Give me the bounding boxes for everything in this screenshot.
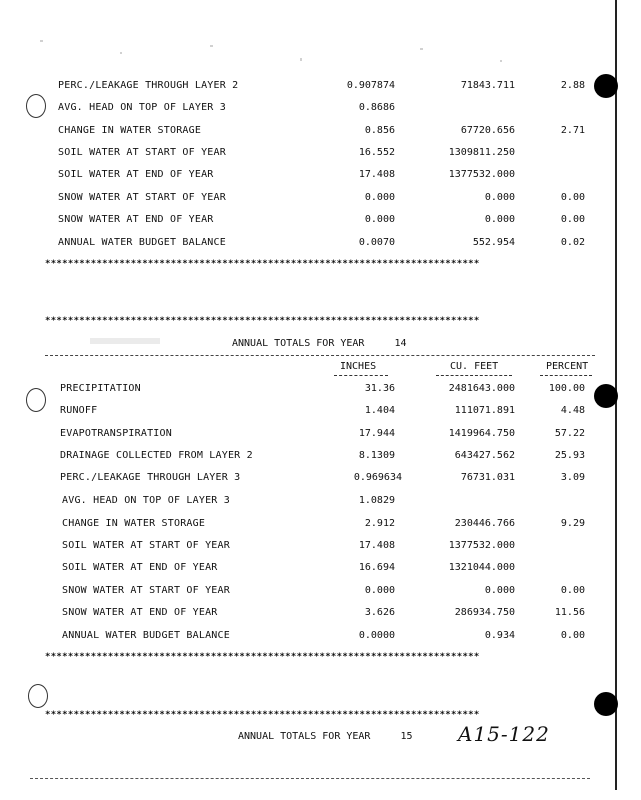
- row-percent: 25.93: [554, 450, 585, 461]
- row-inches: 8.1309: [358, 450, 395, 461]
- row-inches: 1.404: [364, 405, 395, 416]
- table-row: [0, 540, 600, 554]
- row-label: DRAINAGE COLLECTED FROM LAYER 2: [60, 450, 253, 461]
- row-cuft: 1377532.000: [448, 169, 515, 180]
- table-row: [0, 192, 600, 206]
- row-percent: 0.00: [560, 630, 585, 641]
- row-label: SNOW WATER AT START OF YEAR: [62, 585, 230, 596]
- row-percent: 0.02: [560, 237, 585, 248]
- row-inches: 17.408: [358, 169, 395, 180]
- column-underline: [540, 375, 592, 376]
- row-label: SNOW WATER AT END OF YEAR: [62, 607, 218, 618]
- column-underline: [334, 375, 388, 376]
- table-row: [0, 214, 600, 228]
- row-inches: 3.626: [364, 607, 395, 618]
- row-cuft: 111071.891: [454, 405, 515, 416]
- table-row: [0, 125, 600, 139]
- row-percent: 0.00: [560, 214, 585, 225]
- row-cuft: 1377532.000: [448, 540, 515, 551]
- row-percent: 11.56: [554, 607, 585, 618]
- table-row: [0, 383, 600, 397]
- row-label: SOIL WATER AT END OF YEAR: [62, 562, 218, 573]
- table-row: [0, 147, 600, 161]
- section-heading: [238, 731, 413, 742]
- heading-label: ANNUAL TOTALS FOR YEAR: [232, 338, 365, 349]
- row-inches: 0.907874: [346, 80, 395, 91]
- scan-noise: [300, 58, 302, 61]
- table-row: [0, 102, 600, 116]
- table-row: [0, 450, 600, 464]
- row-inches: 31.36: [364, 383, 395, 394]
- row-label: SOIL WATER AT END OF YEAR: [58, 169, 214, 180]
- row-cuft: 230446.766: [454, 518, 515, 529]
- row-cuft: 0.000: [484, 192, 515, 203]
- column-header-cuft: CU. FEET: [450, 361, 499, 372]
- row-inches: 0.0000: [358, 630, 395, 641]
- table-row: [0, 607, 600, 621]
- row-cuft: 2481643.000: [448, 383, 515, 394]
- row-label: CHANGE IN WATER STORAGE: [62, 518, 206, 529]
- table-row: [0, 405, 600, 419]
- scan-noise: [210, 45, 213, 47]
- row-label: AVG. HEAD ON TOP OF LAYER 3: [58, 102, 226, 113]
- heading-rule: [45, 355, 595, 356]
- row-label: SNOW WATER AT START OF YEAR: [58, 192, 226, 203]
- row-label: SOIL WATER AT START OF YEAR: [58, 147, 226, 158]
- row-label: PRECIPITATION: [60, 383, 141, 394]
- binder-hole: [28, 684, 48, 708]
- column-header-percent: PERCENT: [546, 361, 589, 372]
- punch-mark: [594, 692, 618, 716]
- row-cuft: 0.934: [484, 630, 515, 641]
- row-inches: 0.000: [364, 192, 395, 203]
- row-label: SOIL WATER AT START OF YEAR: [62, 540, 230, 551]
- row-inches: 16.694: [358, 562, 395, 573]
- column-header-inches: INCHES: [340, 361, 377, 372]
- separator-line: ****************************************************************************: [45, 652, 480, 662]
- row-label: PERC./LEAKAGE THROUGH LAYER 2: [58, 80, 239, 91]
- page-bottom-rule: [30, 778, 590, 779]
- row-inches: 16.552: [358, 147, 395, 158]
- row-cuft: 1309811.250: [448, 147, 515, 158]
- scan-noise: [500, 60, 502, 62]
- heading-label: ANNUAL TOTALS FOR YEAR: [238, 731, 371, 742]
- row-label: CHANGE IN WATER STORAGE: [58, 125, 202, 136]
- row-percent: 0.00: [560, 585, 585, 596]
- row-inches: 2.912: [364, 518, 395, 529]
- row-label: ANNUAL WATER BUDGET BALANCE: [62, 630, 230, 641]
- row-percent: 0.00: [560, 192, 585, 203]
- table-row: [0, 428, 600, 442]
- separator-line: ****************************************************************************: [45, 316, 480, 326]
- row-inches: 0.8686: [358, 102, 395, 113]
- scan-noise: [40, 40, 43, 42]
- separator-line: ****************************************************************************: [45, 259, 480, 269]
- row-inches: 0.000: [364, 214, 395, 225]
- separator-line: ****************************************************************************: [45, 710, 480, 720]
- row-cuft: 1321044.000: [448, 562, 515, 573]
- row-cuft: 76731.031: [460, 472, 515, 483]
- row-cuft: 552.954: [472, 237, 515, 248]
- table-row: [0, 472, 600, 486]
- row-cuft: 0.000: [484, 214, 515, 225]
- row-label: ANNUAL WATER BUDGET BALANCE: [58, 237, 226, 248]
- row-percent: 9.29: [560, 518, 585, 529]
- row-inches: 1.0829: [358, 495, 395, 506]
- row-inches: 0.969634: [353, 472, 402, 483]
- row-cuft: 67720.656: [460, 125, 515, 136]
- heading-year: 15: [400, 731, 413, 742]
- row-inches: 0.0070: [358, 237, 395, 248]
- row-label: EVAPOTRANSPIRATION: [60, 428, 172, 439]
- row-cuft: 71843.711: [460, 80, 515, 91]
- row-percent: 4.48: [560, 405, 585, 416]
- row-inches: 0.000: [364, 585, 395, 596]
- table-row: [0, 562, 600, 576]
- section-heading: [232, 338, 407, 349]
- row-label: SNOW WATER AT END OF YEAR: [58, 214, 214, 225]
- table-row: [0, 495, 600, 509]
- table-row: [0, 585, 600, 599]
- page-stamp: A15-122: [458, 722, 550, 746]
- row-label: PERC./LEAKAGE THROUGH LAYER 3: [60, 472, 241, 483]
- scan-noise: [90, 338, 160, 344]
- row-percent: 57.22: [554, 428, 585, 439]
- table-row: [0, 518, 600, 532]
- row-percent: 3.09: [560, 472, 585, 483]
- row-inches: 0.856: [364, 125, 395, 136]
- row-percent: 100.00: [548, 383, 585, 394]
- heading-year: 14: [394, 338, 407, 349]
- scan-noise: [420, 48, 423, 50]
- scan-noise: [120, 52, 122, 54]
- row-label: RUNOFF: [60, 405, 98, 416]
- table-row: [0, 169, 600, 183]
- row-percent: 2.88: [560, 80, 585, 91]
- row-cuft: 0.000: [484, 585, 515, 596]
- row-percent: 2.71: [560, 125, 585, 136]
- row-cuft: 1419964.750: [448, 428, 515, 439]
- row-cuft: 286934.750: [454, 607, 515, 618]
- row-inches: 17.408: [358, 540, 395, 551]
- table-row: [0, 237, 600, 251]
- row-label: AVG. HEAD ON TOP OF LAYER 3: [62, 495, 230, 506]
- table-row: [0, 80, 600, 94]
- table-row: [0, 630, 600, 644]
- column-underline: [436, 375, 512, 376]
- row-cuft: 643427.562: [454, 450, 515, 461]
- row-inches: 17.944: [358, 428, 395, 439]
